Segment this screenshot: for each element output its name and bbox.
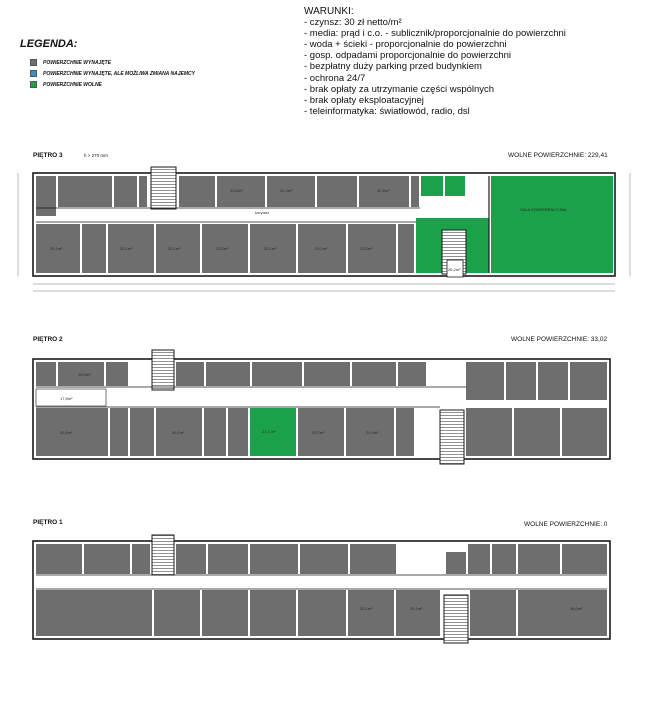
- condition-rent: - czynsz: 30 zł netto/m²: [304, 17, 402, 29]
- svg-text:20,1m²: 20,1m²: [360, 606, 373, 611]
- svg-text:20,1m²: 20,1m²: [410, 606, 423, 611]
- condition-security: - ochrona 24/7: [304, 72, 366, 84]
- floor2-staircase: [440, 410, 464, 464]
- floor3-room-free: [445, 176, 465, 196]
- floor1-room: [36, 544, 82, 574]
- floor1-room: [176, 544, 206, 574]
- legend-title: LEGENDA:: [20, 38, 78, 50]
- floor2-room: [130, 408, 154, 456]
- floor1-room: [132, 544, 150, 574]
- floor1-room: [84, 544, 130, 574]
- svg-text:22,0m²: 22,0m²: [216, 246, 229, 251]
- floor1-room: [154, 590, 200, 636]
- floor3-room: [411, 176, 419, 207]
- floor3-conference-hall-label: SALA KONFERENCYJNA: [520, 207, 567, 212]
- floor1-room: [350, 544, 396, 574]
- svg-text:22,6m²: 22,6m²: [230, 188, 243, 193]
- condition-common-areas: - brak opłaty za utrzymanie części wspólnych: [304, 83, 495, 95]
- floor1-room: [298, 590, 346, 636]
- floor3-plan: [18, 167, 630, 291]
- floor2-room: [304, 362, 350, 386]
- floor1-room: [562, 544, 607, 574]
- floor3-room: [36, 176, 56, 216]
- floor3-conference-hall: [491, 176, 613, 273]
- svg-text:20,1m²: 20,1m²: [120, 246, 133, 251]
- floor3-height-note: h > 270 mm: [84, 153, 108, 158]
- floor2-title: PIĘTRO 2: [33, 336, 63, 343]
- floor2-room: [396, 408, 414, 456]
- floor3-room: [114, 176, 137, 207]
- floor3-staircase: [151, 167, 176, 209]
- floor1-room: [250, 590, 296, 636]
- svg-text:32,5m²: 32,5m²: [377, 188, 390, 193]
- floor2-room: [252, 362, 302, 386]
- floor2-room: [228, 408, 248, 456]
- floor1-room: [208, 544, 248, 574]
- svg-text:15,0m²: 15,0m²: [78, 372, 91, 377]
- conditions-title: WARUNKI:: [304, 6, 354, 17]
- floor2-room: [204, 408, 226, 456]
- floor2-free-area: WOLNE POWIERZCHNIE: 33,02: [511, 336, 608, 343]
- floor1-room: [468, 544, 490, 574]
- svg-text:22,4m²: 22,4m²: [280, 188, 293, 193]
- floor1-room: [36, 590, 152, 636]
- floor1-room: [202, 590, 248, 636]
- floor1-plan: [33, 535, 610, 643]
- svg-text:17,8m²: 17,8m²: [60, 396, 73, 401]
- floor2-room: [352, 362, 396, 386]
- legend-label-free: POWIERZCHNIE WOLNE: [43, 81, 102, 88]
- floor2-room: [506, 362, 536, 400]
- floor2-plan: [33, 350, 610, 464]
- svg-text:23,3m²: 23,3m²: [360, 246, 373, 251]
- legend-label-rented-changeable: POWIERZCHNIE WYNAJĘTE, ALE MOŻLIWA ZMIANA NAJEMCY: [43, 70, 195, 77]
- floor1-free-area: WOLNE POWIERZCHNIE: 0: [524, 521, 608, 528]
- floor2-room: [466, 362, 504, 400]
- floor2-room: [466, 408, 512, 456]
- condition-media: - media: prąd i c.o. - sublicznik/proporcjonalnie do powierzchni: [304, 28, 566, 40]
- floor1-staircase: [152, 535, 174, 575]
- floor3-room-free: [421, 176, 443, 196]
- floor1-title: PIĘTRO 1: [33, 519, 63, 526]
- svg-text:20,7m²: 20,7m²: [312, 430, 325, 435]
- svg-text:21,0m²: 21,0m²: [366, 430, 379, 435]
- condition-parking: - bezpłatny duży parking przed budynkiem: [304, 61, 482, 73]
- svg-text:32,6m²: 32,6m²: [60, 430, 73, 435]
- floor2-room: [36, 362, 56, 386]
- floor2-staircase: [152, 350, 174, 390]
- floor1-room: [470, 590, 516, 636]
- floor1-room: [250, 544, 298, 574]
- floor3-room: [317, 176, 357, 207]
- svg-text:20,1m²: 20,1m²: [264, 246, 277, 251]
- floor1-room: [492, 544, 516, 574]
- floor2-room: [538, 362, 568, 400]
- floor3-room: [82, 224, 106, 273]
- svg-text:21,1 m²: 21,1 m²: [262, 429, 276, 434]
- svg-text:36,0m²: 36,0m²: [570, 606, 583, 611]
- condition-telecom: - teleinformatyka: światłowód, radio, dsl: [304, 105, 470, 117]
- svg-text:20,1m²: 20,1m²: [168, 246, 181, 251]
- legend-label-rented: POWIERZCHNIE WYNAJĘTE: [43, 59, 112, 66]
- floor2-room: [110, 408, 128, 456]
- floor1-room: [300, 544, 348, 574]
- svg-text:25,1m²: 25,1m²: [50, 246, 63, 251]
- floor3-room: [179, 176, 215, 207]
- floor2-room: [514, 408, 560, 456]
- svg-text:20,1m²: 20,1m²: [315, 246, 328, 251]
- floor1-room: [518, 544, 560, 574]
- floor3-free-area: WOLNE POWIERZCHNIE: 229,41: [508, 152, 608, 159]
- floor2-room: [176, 362, 204, 386]
- floor2-room: [570, 362, 607, 400]
- svg-text:20,1m²: 20,1m²: [172, 430, 185, 435]
- svg-text:26,2m²: 26,2m²: [448, 267, 461, 272]
- floor2-room: [106, 362, 128, 386]
- floor1-room: [518, 590, 607, 636]
- floor3-room: [58, 176, 112, 207]
- floor2-room: [562, 408, 607, 456]
- condition-waste: - gosp. odpadami proporcjonalnie do powierzchni: [304, 50, 512, 62]
- condition-operating-fee: - brak opłaty eksploatacyjnej: [304, 94, 424, 106]
- floor2-room: [206, 362, 250, 386]
- floor1-room: [396, 590, 440, 636]
- svg-text:korytarz: korytarz: [255, 210, 270, 215]
- floor1-room: [348, 590, 394, 636]
- floor1-staircase: [444, 595, 468, 643]
- floor2-room: [398, 362, 426, 386]
- floor1-room: [446, 552, 466, 574]
- condition-water: - woda + ścieki - proporcjonalnie do powierzchni: [304, 39, 507, 51]
- floor3-room: [139, 176, 147, 207]
- floor3-title: PIĘTRO 3: [33, 152, 63, 159]
- floor3-room: [398, 224, 414, 273]
